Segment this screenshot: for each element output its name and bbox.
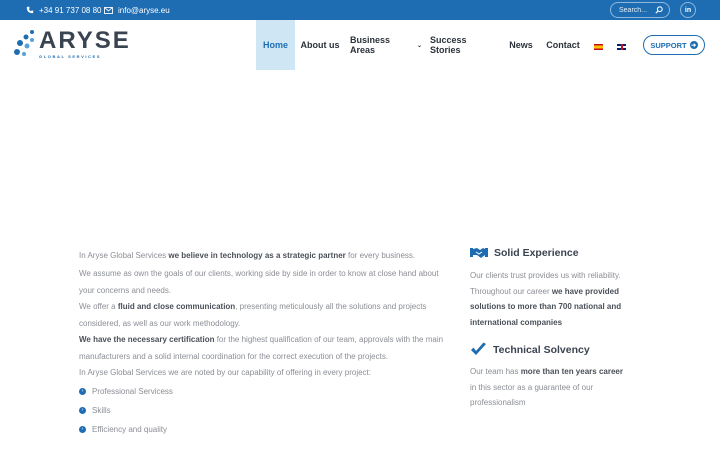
intro-paragraph	[79, 247, 449, 264]
bullet-label: Skills	[92, 405, 111, 415]
nav-home-label: Home	[262, 40, 288, 50]
chevron-right-icon: ›	[79, 388, 86, 395]
f1-b: we have provided solutions to more than 700 national and international companies	[470, 286, 622, 327]
nav-about[interactable]	[298, 20, 342, 70]
f1-a: Our clients trust provides us with reliability. Throughout our career	[470, 271, 621, 296]
list-item	[79, 384, 173, 398]
support-label: SUPPORT	[650, 40, 687, 50]
feature-technical-solvency-text	[470, 364, 630, 411]
nav-success-label: Success Stories	[430, 35, 467, 55]
p1-c: for every business.	[345, 251, 416, 260]
chevron-down-icon: ⌄	[416, 42, 422, 49]
f2-c: in this sector as a guarantee of our professionalism	[470, 382, 594, 407]
linkedin-icon[interactable]	[680, 2, 696, 18]
spanish-flag-icon[interactable]	[594, 44, 603, 50]
logo[interactable]	[14, 26, 131, 62]
feature-2-title: Technical Solvency	[493, 343, 590, 356]
list-item	[79, 403, 111, 417]
search-icon[interactable]	[655, 6, 663, 14]
feature-solid-experience-text	[470, 268, 630, 330]
p4-a: We have the necessary certification	[79, 335, 215, 344]
bullet-label: Professional Servicess	[92, 386, 173, 396]
bullet-label: Efficiency and quality	[92, 424, 168, 434]
f2-b: more than ten years career	[520, 367, 623, 376]
feature-1-title: Solid Experience	[494, 247, 579, 259]
p3-c: , presenting meticulously all the solutions and projects considered, as well as our work methodology.	[79, 302, 427, 328]
logo-word: ARYSE	[39, 27, 131, 54]
logo-text	[39, 29, 131, 59]
list-item	[79, 422, 167, 436]
chevron-right-icon: ›	[79, 426, 86, 433]
email-address: info@aryse.eu	[118, 5, 170, 15]
nav-about-label: About us	[300, 40, 340, 50]
linkedin-label: in	[684, 6, 692, 14]
search-box	[610, 2, 670, 18]
arrow-right-icon: ➜	[691, 42, 697, 49]
p4-b: for the highest qualification of our team, approvals with the main manufacturers and a solid internal coordination for the correct execution of the projects.	[79, 335, 444, 361]
communication-paragraph	[79, 298, 449, 332]
nav-contact-label: Contact	[546, 40, 580, 50]
header	[0, 20, 720, 70]
feature-solid-experience-title	[470, 246, 579, 260]
english-flag-icon[interactable]	[617, 44, 626, 50]
phone-link[interactable]	[26, 0, 102, 20]
p1-b: we believe in technology as a strategic partner	[168, 251, 346, 260]
nav-news-label: News	[509, 40, 533, 50]
top-bar	[0, 0, 720, 20]
feature-technical-solvency-title	[470, 342, 590, 357]
chevron-right-icon: ›	[79, 407, 86, 414]
logo-mark-icon	[14, 29, 36, 59]
f2-a: Our team has	[470, 367, 521, 376]
goals-paragraph: We assume as own the goals of our clients, working side by side in order to know at close hand about your concerns and needs.	[79, 269, 439, 295]
phone-number: +34 91 737 08 80	[39, 5, 102, 15]
nav-business-label: Business Areas	[350, 35, 391, 55]
nav-business-areas[interactable]	[350, 20, 422, 70]
support-button[interactable]	[643, 35, 705, 55]
phone-icon	[26, 6, 34, 14]
nav-contact[interactable]	[543, 20, 583, 70]
nav-news[interactable]	[506, 20, 536, 70]
nav-success-stories[interactable]	[430, 20, 498, 70]
search-input[interactable]	[619, 7, 655, 14]
p3-b: fluid and close communication	[117, 302, 236, 311]
certification-paragraph	[79, 331, 449, 365]
email-link[interactable]	[104, 0, 170, 20]
mail-icon	[104, 7, 113, 14]
handshake-icon	[470, 246, 488, 260]
p1-a: In Aryse Global Services	[79, 251, 169, 260]
p3-a: We offer a	[79, 302, 118, 311]
checkmark-icon	[470, 342, 487, 357]
capability-paragraph: In Aryse Global Services we are noted by our capability of offering in every project:	[79, 368, 372, 377]
nav-home[interactable]	[256, 20, 295, 70]
logo-subtitle: GLOBAL SERVICES	[39, 54, 102, 59]
